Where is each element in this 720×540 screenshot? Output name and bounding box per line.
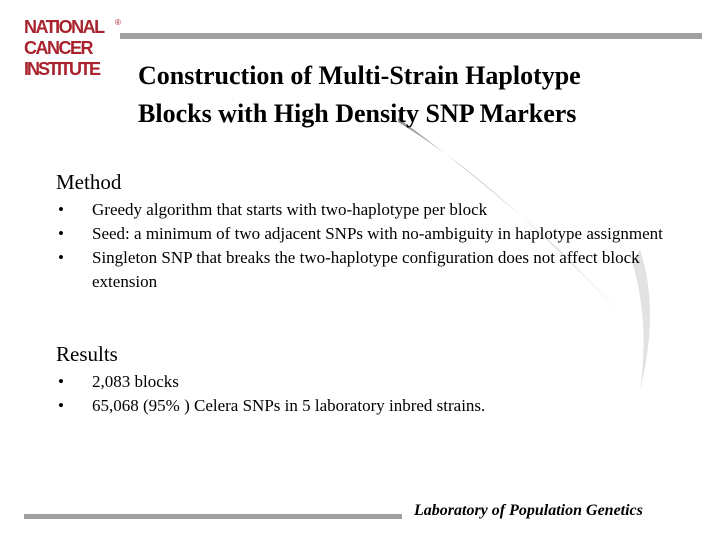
bullet-icon: • <box>58 224 64 243</box>
method-item-text: Greedy algorithm that starts with two-haplotype per block <box>92 200 488 219</box>
results-item-text: 65,068 (95% ) Celera SNPs in 5 laboratory inbred strains. <box>92 396 486 415</box>
bullet-icon: • <box>58 396 64 415</box>
results-item-text: 2,083 blocks <box>92 372 179 391</box>
logo-line-cancer: CANCER <box>24 38 93 58</box>
logo-line-national: NATIONAL <box>24 17 104 37</box>
logo-line-institute: INSTITUTE <box>24 59 99 79</box>
results-heading: Results <box>56 342 118 366</box>
method-item-text: Singleton SNP that breaks the two-haplotype configuration does not affect block extension <box>92 248 640 291</box>
list-item <box>56 222 696 246</box>
footer-lab-name: Laboratory of Population Genetics <box>414 502 643 519</box>
results-list <box>56 370 696 418</box>
bottom-rule <box>24 514 402 519</box>
title-line-2: Blocks with High Density SNP Markers <box>138 99 577 128</box>
bullet-icon: • <box>58 200 64 219</box>
list-item <box>56 394 696 418</box>
method-heading: Method <box>56 170 122 194</box>
registered-mark: ® <box>115 18 121 27</box>
top-rule <box>120 33 702 39</box>
nci-logo <box>24 16 124 84</box>
title-line-1: Construction of Multi-Strain Haplotype <box>138 61 581 90</box>
slide-title <box>138 57 708 133</box>
method-item-text: Seed: a minimum of two adjacent SNPs with no-ambiguity in haplotype assignment <box>92 224 663 243</box>
list-item <box>56 198 696 222</box>
bullet-icon: • <box>58 372 64 391</box>
list-item <box>56 370 696 394</box>
method-list <box>56 198 696 294</box>
bullet-icon: • <box>58 248 64 267</box>
list-item <box>56 246 696 294</box>
